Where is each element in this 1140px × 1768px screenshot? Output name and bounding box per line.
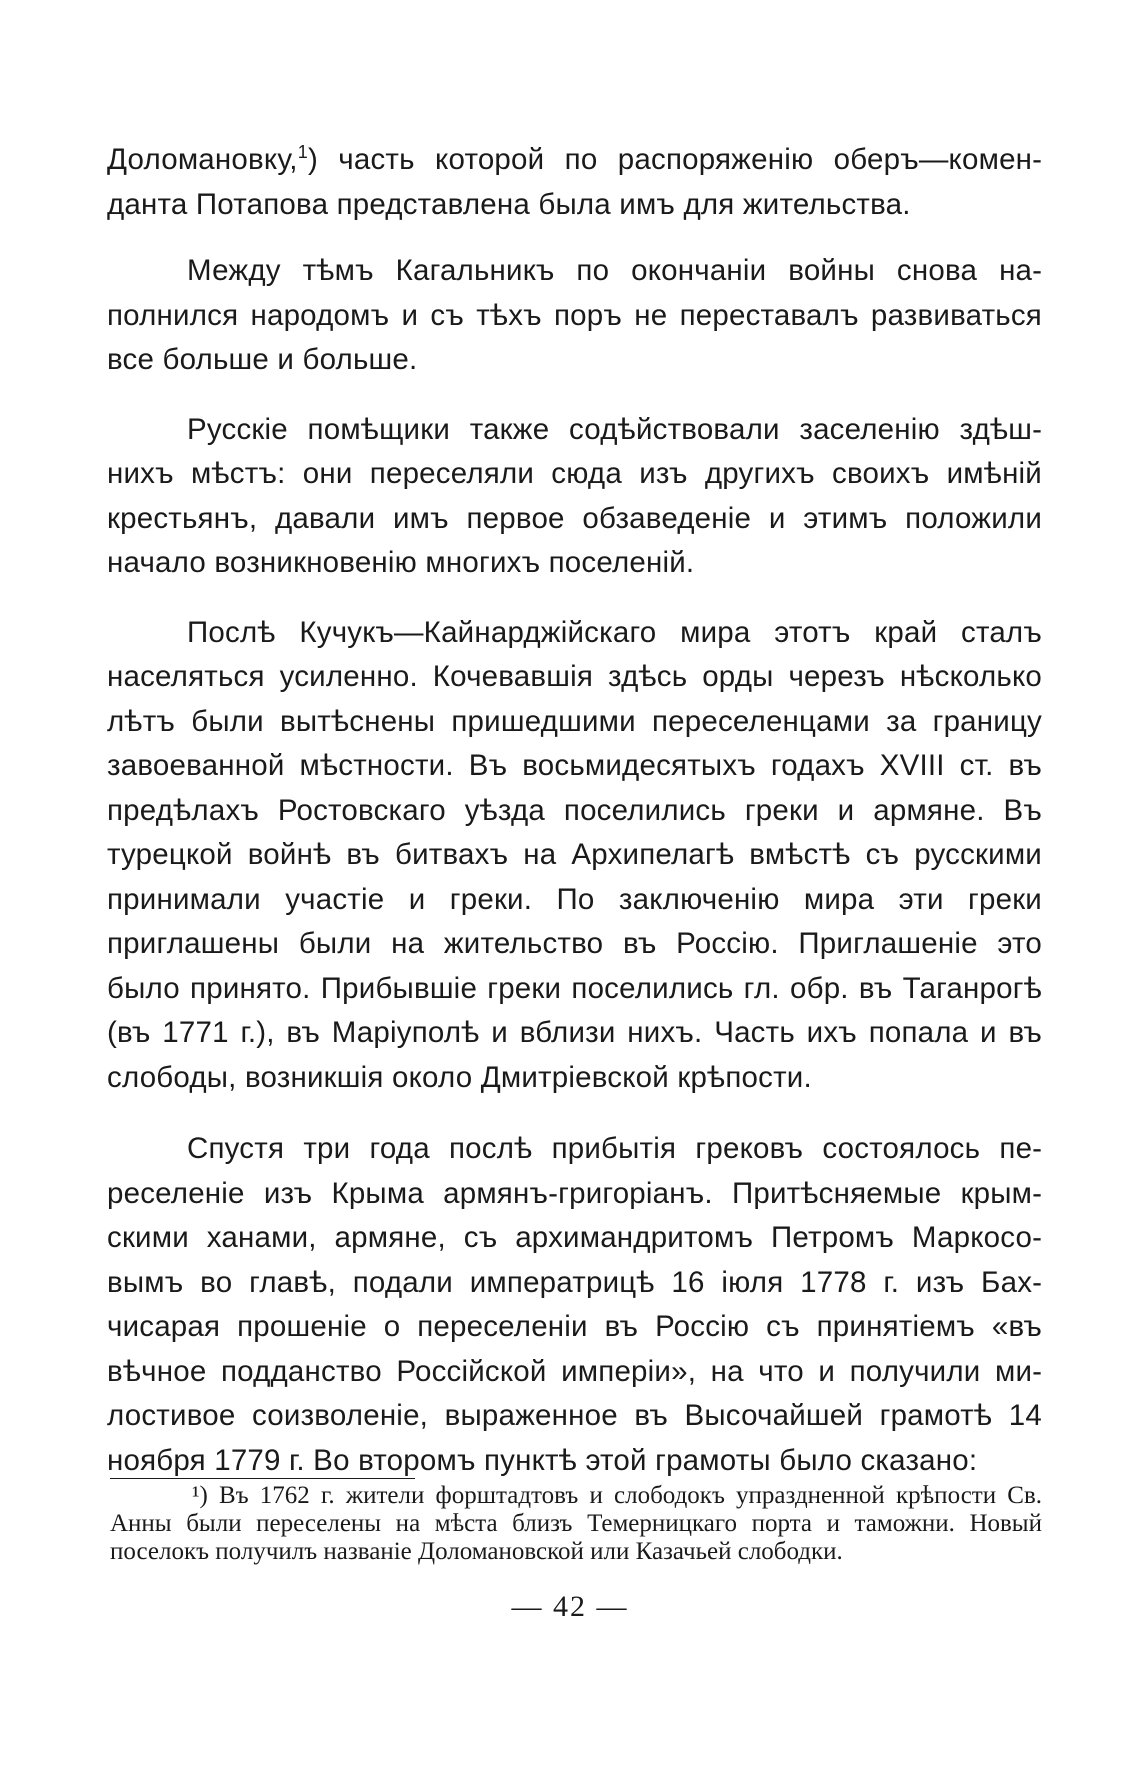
paragraph-1-rest: ) часть которой по распоряженію оберъ—коменданта Потапова представлена была имъ для жительства. <box>107 143 1042 221</box>
paragraph-2: Между тѣмъ Кагальникъ по окончаніи войны снова наполнился народомъ и съ тѣхъ поръ не переставалъ развиваться все больше и больше. <box>107 254 1042 376</box>
page-number: — 42 — <box>511 1590 629 1623</box>
footnote-marker: ¹) <box>192 1482 208 1509</box>
paragraph-5: Спустя три года послѣ прибытія грековъ состоялось переселеніе изъ Крыма армянъ-григоріанъ. Притѣсняемые крымскими ханами, армяне, съ архимандритомъ Петромъ Маркосовымъ во главѣ, подали императрицѣ 16 іюля 1778 г. изъ Бахчисарая прошеніе о переселеніи въ Россію съ принятіемъ «въ вѣчное подданство Россійской имперіи», на что и получили милостивое соизволеніе, выраженное въ Высочайшей грамотѣ 14 ноября 1779 г. Во второмъ пунктѣ этой грамоты было сказано: <box>107 1132 1042 1477</box>
paragraph-1-start: Доломановку, <box>107 143 298 176</box>
footnote-body <box>110 1482 1042 1566</box>
footnote-text: Въ 1762 г. жители форштадтовъ и слободокъ упраздненной крѣпости Св. Анны были переселены на мѣста близъ Темерницкаго порта и таможни. Новый поселокъ получилъ названіе Доломановской или Казачьей слободки. <box>110 1482 1042 1565</box>
main-text <box>107 138 1042 1483</box>
footnote-reference: 1 <box>297 142 308 163</box>
paragraph-4: Послѣ Кучукъ—Кайнарджійскаго мира этотъ край сталъ населяться усиленно. Кочевавшія здѣсь орды черезъ нѣсколько лѣтъ были вытѣснены пришедшими переселенцами за границу завоеванной мѣстности. Въ восьмидесятыхъ годахъ XVIII ст. въ предѣлахъ Ростовскаго уѣзда поселились греки и армяне. Въ турецкой войнѣ въ битвахъ на Архипелагѣ вмѣстѣ съ русскими принимали участіе и греки. По заключенію мира эти греки приглашены были на жительство въ Россію. Приглашеніе это было принято. Прибывшіе греки поселились гл. обр. въ Таганрогѣ (въ 1771 г.), въ Маріуполѣ и вблизи нихъ. Часть ихъ попала и въ слободы, возникшія около Дмитріевской крѣпости. <box>107 615 1042 1094</box>
footnote <box>110 1482 1042 1566</box>
paragraph-1 <box>107 138 1042 227</box>
footnote-divider <box>110 1478 415 1479</box>
paragraph-3: Русскіе помѣщики также содѣйствовали заселенію здѣшнихъ мѣстъ: они переселяли сюда изъ другихъ своихъ имѣній крестьянъ, давали имъ первое обзаведеніе и этимъ положили начало возникновенію многихъ поселеній. <box>107 412 1042 579</box>
